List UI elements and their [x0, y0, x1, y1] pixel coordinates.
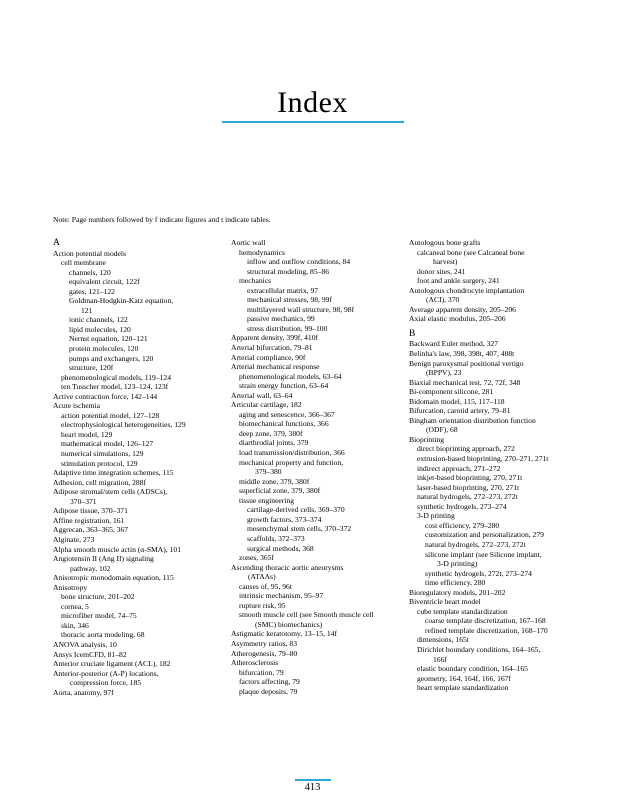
index-entry: diarthrodial joints, 379	[239, 438, 309, 448]
index-entry: Alginate, 273	[53, 534, 95, 544]
index-entry: intrinsic mechanism, 95–97	[239, 591, 324, 601]
index-entry: cost efficiency, 279–280	[425, 520, 500, 530]
index-entry: Asymmetry ratios, 83	[231, 638, 298, 648]
index-entry: Bifurcation, carotid artery, 79–81	[409, 406, 511, 416]
index-entry: scaffolds, 372–373	[247, 533, 305, 543]
index-entry: Bingham orientation distribution function	[409, 415, 536, 425]
index-entry: skin, 346	[61, 620, 89, 630]
index-entry: middle zone, 379, 380f	[239, 476, 310, 486]
index-entry: Bioregulatory models, 201–202	[409, 587, 506, 597]
index-entry: protein molecules, 120	[69, 344, 139, 354]
index-entry: refined template discretization, 168–170	[425, 625, 548, 635]
index-entry: Ansys IcemCFD, 81–82	[53, 649, 127, 659]
index-entry: Anisotropy	[53, 582, 88, 592]
index-entry: 370–371	[70, 496, 97, 506]
index-entry: causes of, 95, 96t	[239, 581, 292, 591]
index-entry: factors affecting, 79	[239, 677, 300, 687]
index-entry: ANOVA analysis, 10	[53, 639, 117, 649]
index-note: Note: Page numbers followed by f indicate figures and t indicate tables.	[53, 215, 271, 224]
index-letter-heading: B	[409, 328, 416, 339]
index-entry: mechanics	[239, 276, 272, 286]
index-entry: synthetic hydrogels, 272t, 273–274	[425, 568, 532, 578]
index-entry: Alpha smooth muscle actin (α-SMA), 101	[53, 544, 181, 554]
index-entry: (ACI), 370	[426, 295, 460, 305]
index-entry: Dirichlet boundary conditions, 164–165,	[417, 644, 541, 654]
index-entry: hemodynamics	[239, 247, 285, 257]
index-entry: 121	[81, 305, 93, 315]
index-entry: Biventricle heart model	[409, 597, 481, 607]
index-entry: Affine registration, 161	[53, 515, 125, 525]
index-entry: load transmission/distribution, 366	[239, 448, 345, 458]
index-entry: direct bioprinting approach, 272	[417, 444, 515, 454]
index-entry: bone structure, 201–202	[61, 592, 135, 602]
index-entry: zones, 365f	[239, 553, 275, 563]
index-entry: superficial zone, 379, 380f	[239, 486, 321, 496]
index-entry: Aortic wall	[231, 238, 266, 247]
index-entry: bifurcation, 79	[239, 667, 284, 677]
page-number-rule	[295, 779, 331, 781]
index-entry: (ATAAs)	[248, 572, 276, 582]
index-entry: inflow and outflow conditions, 84	[247, 257, 351, 267]
index-column-1	[53, 238, 229, 697]
index-entry: Bioprinting	[409, 434, 445, 444]
index-column-3	[409, 238, 585, 693]
index-entry: phenomenological models, 119–124	[61, 372, 172, 382]
index-entry: synthetic hydrogels, 273–274	[417, 501, 507, 511]
index-entry: Average apparent density, 205–206	[409, 304, 516, 314]
index-entry: calcaneal bone (see Calcaneal bone	[417, 247, 525, 257]
index-entry: 166f	[433, 654, 447, 664]
index-entry: 3-D printing	[417, 511, 455, 521]
index-entry: mathematical model, 126–127	[61, 439, 154, 449]
index-entry: biomechanical functions, 366	[239, 419, 329, 429]
index-entry: harvest)	[433, 257, 458, 267]
index-entry: Bidomain model, 115, 117–118	[409, 396, 505, 406]
index-entry: microfiber model, 74–75	[61, 611, 137, 621]
index-entry: phenomenological models, 63–64	[239, 371, 342, 381]
index-entry: structural modeling, 85–86	[247, 266, 330, 276]
index-entry: passive mechanics, 99	[247, 314, 315, 324]
index-entry: compression force, 185	[70, 678, 142, 688]
index-entry: 379–380	[255, 467, 282, 477]
index-entry: growth factors, 373–374	[247, 514, 322, 524]
index-entry: mechanical property and function,	[239, 457, 344, 467]
index-entry: smooth muscle cell (see Smooth muscle cell	[239, 610, 374, 620]
index-entry: action potential model, 127–128	[61, 410, 160, 420]
index-entry: extracellular matrix, 97	[247, 285, 319, 295]
index-entry: channels, 120	[69, 267, 111, 277]
index-entry: plaque deposits, 79	[239, 686, 298, 696]
index-entry: Anterior-posterior (A-P) locations,	[53, 668, 159, 678]
index-entry: Autologous bone grafts	[409, 238, 481, 247]
title-underline	[222, 121, 404, 123]
index-entry: indirect approach, 271–272	[417, 463, 501, 473]
index-entry: rupture risk, 95	[239, 600, 286, 610]
index-entry: numerical simulations, 129	[61, 449, 144, 459]
index-entry: Aorta, anatomy, 97f	[53, 687, 114, 697]
index-entry: natural hydrogels, 272–273, 272t	[425, 539, 526, 549]
index-entry: Benign paroxysmal positional vertigo	[409, 358, 524, 368]
index-entry: Articular cartilage, 182	[231, 400, 302, 410]
index-entry: Apparent density, 399f, 410f	[231, 333, 319, 343]
index-entry: (ODF), 68	[426, 425, 458, 435]
index-entry: Nernst equation, 120–121	[69, 334, 148, 344]
index-entry: customization and personalization, 279	[425, 530, 544, 540]
index-entry: cornea, 5	[61, 601, 89, 611]
index-entry: heart template standardization	[417, 683, 509, 693]
index-entry: dimensions, 165t	[417, 635, 469, 645]
index-title: Index	[277, 86, 348, 119]
index-entry: Bi-component silicone, 281	[409, 387, 494, 397]
index-entry: deep zone, 379, 380f	[239, 428, 303, 438]
index-entry: cube template standardization	[417, 606, 508, 616]
index-entry: mechanical stresses, 98, 99f	[247, 295, 332, 305]
index-entry: Arterial mechanical response	[231, 362, 320, 372]
index-entry: Axial elastic modulus, 205–206	[409, 314, 506, 324]
index-entry: Adhesion, cell migration, 288f	[53, 477, 147, 487]
index-entry: elastic boundary condition, 164–165	[417, 664, 528, 674]
index-entry: coarse template discretization, 167–168	[425, 616, 546, 626]
index-entry: lipid molecules, 120	[69, 324, 131, 334]
index-entry: silicone implant (see Silicone implant,	[425, 549, 542, 559]
index-entry: Biaxial mechanical test, 72, 72f, 348	[409, 377, 521, 387]
index-entry: strain energy function, 63–64	[239, 381, 329, 391]
index-entry: laser-based bioprinting, 270, 271t	[417, 482, 520, 492]
index-entry: Adipose tissue, 370–371	[53, 506, 128, 516]
index-entry: extrusion-based bioprinting, 270–271, 271t	[417, 454, 549, 464]
index-entry: stimulation protocol, 129	[61, 458, 138, 468]
index-entry: Action potential models	[53, 248, 126, 258]
index-entry: foot and ankle surgery, 241	[417, 276, 500, 286]
index-entry: Acute ischemia	[53, 401, 101, 411]
index-entry: structure, 120f	[69, 363, 114, 373]
index-entry: Atherosclerosis	[231, 658, 279, 668]
index-entry: aging and senescence, 366–367	[239, 409, 335, 419]
index-entry: Belinha's law, 398, 398t, 407, 408t	[409, 349, 515, 359]
index-entry: Autologous chondrocyte implantation	[409, 285, 525, 295]
index-entry: surgical methods, 368	[247, 543, 314, 553]
index-entry: Atherogenesis, 79–80	[231, 648, 298, 658]
index-entry: electrophysiological heterogeneities, 129	[61, 420, 186, 430]
index-column-2	[231, 238, 407, 696]
index-entry: natural hydrogels, 272–273, 272t	[417, 492, 518, 502]
index-entry: Angiotensin II (Ang II) signaling	[53, 554, 154, 564]
index-entry: Adaptive time integration schemes, 115	[53, 468, 174, 478]
index-entry: Aggrecan, 363–365, 367	[53, 525, 129, 535]
index-entry: equivalent circuit, 122f	[69, 277, 140, 287]
index-entry: Ascending thoracic aortic aneurysms	[231, 562, 344, 572]
index-entry: time efficiency, 280	[425, 578, 486, 588]
index-entry: mesenchymal stem cells, 370–372	[247, 524, 352, 534]
index-entry: Arterial compliance, 90f	[231, 352, 306, 362]
index-entry: gates, 121–122	[69, 286, 115, 296]
index-entry: Active contraction force, 142–144	[53, 391, 158, 401]
index-entry: multilayered wall structure, 98, 98f	[247, 304, 355, 314]
index-entry: Arterial wall, 63–64	[231, 390, 293, 400]
index-entry: ten Tusscher model, 123–124, 123f	[61, 382, 169, 392]
index-entry: Goldman-Hodgkin-Katz equation,	[69, 296, 174, 306]
index-entry: pathway, 102	[70, 563, 111, 573]
index-entry: Backward Euler method, 327	[409, 339, 498, 349]
index-entry: (SMC) biomechanics)	[255, 619, 323, 629]
index-entry: thoracic aorta modeling, 68	[61, 630, 145, 640]
index-entry: cartilage-derived cells, 369–370	[247, 505, 345, 515]
index-entry: donor sites, 241	[417, 266, 466, 276]
index-entry: tissue engineering	[239, 495, 295, 505]
index-entry: stress distribution, 99–100	[247, 323, 328, 333]
index-entry: Arterial bifurcation, 79–81	[231, 343, 313, 353]
index-entry: heart model, 129	[61, 429, 113, 439]
index-entry: ionic channels, 122	[69, 315, 128, 325]
index-entry: (BPPV), 23	[426, 368, 462, 378]
index-entry: Anterior cruciate ligament (ACL), 182	[53, 659, 171, 669]
index-entry: 3-D printing)	[437, 559, 478, 569]
index-letter-heading: A	[53, 238, 60, 248]
index-entry: Astigmatic keratotomy, 13–15, 14f	[231, 629, 338, 639]
page-number: 413	[304, 782, 321, 793]
index-entry: Anisotropic monodomain equation, 115	[53, 573, 174, 583]
index-entry: inkjet-based bioprinting, 270, 271t	[417, 473, 523, 483]
index-entry: cell membrane	[61, 258, 106, 268]
index-entry: geometry, 164, 164f, 166, 167f	[417, 673, 511, 683]
index-entry: Adipose stromal/stem cells (ADSCs),	[53, 487, 168, 497]
index-entry: pumps and exchangers, 120	[69, 353, 154, 363]
